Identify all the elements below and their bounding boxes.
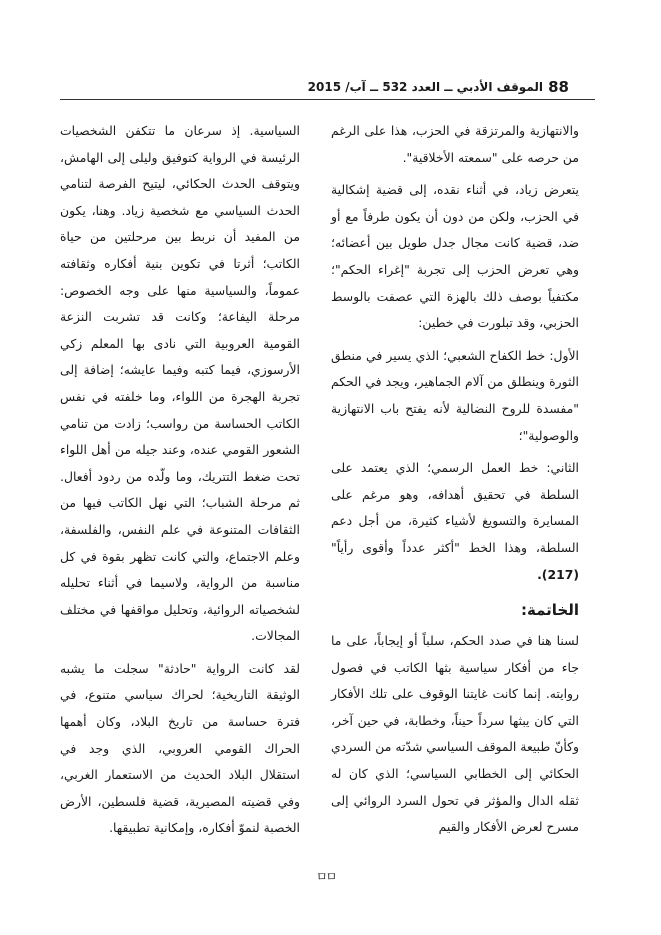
paragraph: السياسية. إذ سرعان ما تتكفن الشخصيات الرئيسة في الرواية كتوفيق وليلى إلى الهامش، ويتوقف الحدث الحكائي، ليتيح الفرصة لتنامي الحدث السياسي مع شخصية زياد. وهنا، يكون من المفيد أن نربط بين مرحلتين من حياة الكاتب؛ أثرتا في تكوين بنية أفكاره وثقافته عموماً، والسياسية منها على وجه الخصوص: مرحلة اليفاعة؛ وكانت قد تشربت النزعة القومية العروبية التي نادى بها المعلم زكي الأرسوزي، فيما كتبه وفيما عايشه؛ إضافة إلى تجربة الهجرة من اللواء، وما خلفته في نفس الكاتب الحساسة من رواسب؛ زادت من تنامي الشعور القومي عنده، وعند جيله من أهل اللواء تحت ضغط التتريك، وما ولّده من ردود أفعال. ثم مرحلة الشباب؛ التي نهل الكاتب فيها من الثقافات المتنوعة في علم النفس، والفلسفة، وعلم الاجتماع، والتي كانت تظهر بقوة في كل مناسبة من الرواية، ولاسيما في أثناء تحليله لشخصياته الروائية، وتحليل مواقفها في مختلف المجالات. xyxy=(60,123,300,644)
paragraph: لقد كانت الرواية "حادثة" سجلت ما يشبه الوثيقة التاريخية؛ لحراك سياسي متنوع، في فترة حساسة من تاريخ البلاد، وكان أهمها الحراك القومي العروبي، الذي وجد في استقلال البلاد الحديث من الاستعمار الغربي، وفي قضيته المصيرية، قضية فلسطين، الأرض الخصبة لنموّ أفكاره، وإمكانية تطبيقها. xyxy=(60,660,300,836)
running-title: الموقف الأدبي ــ العدد 532 ــ آب/ 2015 xyxy=(307,80,543,94)
paragraph: الأول: خط الكفاح الشعبي؛ الذي يسير في منطق الثورة وينطلق من آلام الجماهير، ويجد في الحكم "مفسدة للروح النضالية لأنه يفتح باب الانتهازية والوصولية"؛ xyxy=(331,347,579,443)
paragraph-text: الثاني: خط العمل الرسمي؛ الذي يعتمد على السلطة في تحقيق أهدافه، وهو مرغم على المسايرة والتسويغ لأشياء كثيرة، من أجل دعم السلطة، وهذا الخط "أكثر عدداً وأقوى رأياً" xyxy=(331,460,579,555)
end-mark: ㅁㅁ xyxy=(316,870,336,884)
paragraph: والانتهازية والمرتزقة في الحزب، هذا على الرغم من حرصه على "سمعته الأخلاقية". xyxy=(331,123,579,165)
paragraph xyxy=(331,455,579,588)
left-column xyxy=(60,118,300,842)
paragraph: يتعرض زياد، في أثناء نقده، إلى قضية إشكالية في الحزب، ولكن من دون أن يكون طرفاً مع أو ضد، قضية كانت مجال جدل طويل بين أعضائه؛ وهي تعرض الحزب إلى تجربة "إغراء الحكم"؛ مكتفياً بوصف ذلك بالهزة التي عصفت بالوسط الحزبي، وقد تبلورت في خطين: xyxy=(331,182,579,331)
right-column xyxy=(331,118,579,841)
paragraph: لسنا هنا في صدد الحكم، سلباً أو إيجاباً، على ما جاء من أفكار سياسية بثها الكاتب في فصول روايته. إنما كانت غايتنا الوقوف على تلك الأفكار التي كان يبثها سرداً حيناً، وخطابة، في حين آخر، وكأنّ طبيعة الموقف السياسي شدّته من السردي الحكائي إلى الخطابي السياسي؛ الذي كان له ثقله الدال والمؤثر في تحول السرد الروائي إلى مسرح لعرض الأفكار والقيم xyxy=(331,633,579,835)
page-number: 88 xyxy=(548,78,569,96)
footnote-reference: (217). xyxy=(537,566,579,582)
header-rule xyxy=(60,99,595,100)
section-heading: الخاتمة: xyxy=(520,601,579,620)
